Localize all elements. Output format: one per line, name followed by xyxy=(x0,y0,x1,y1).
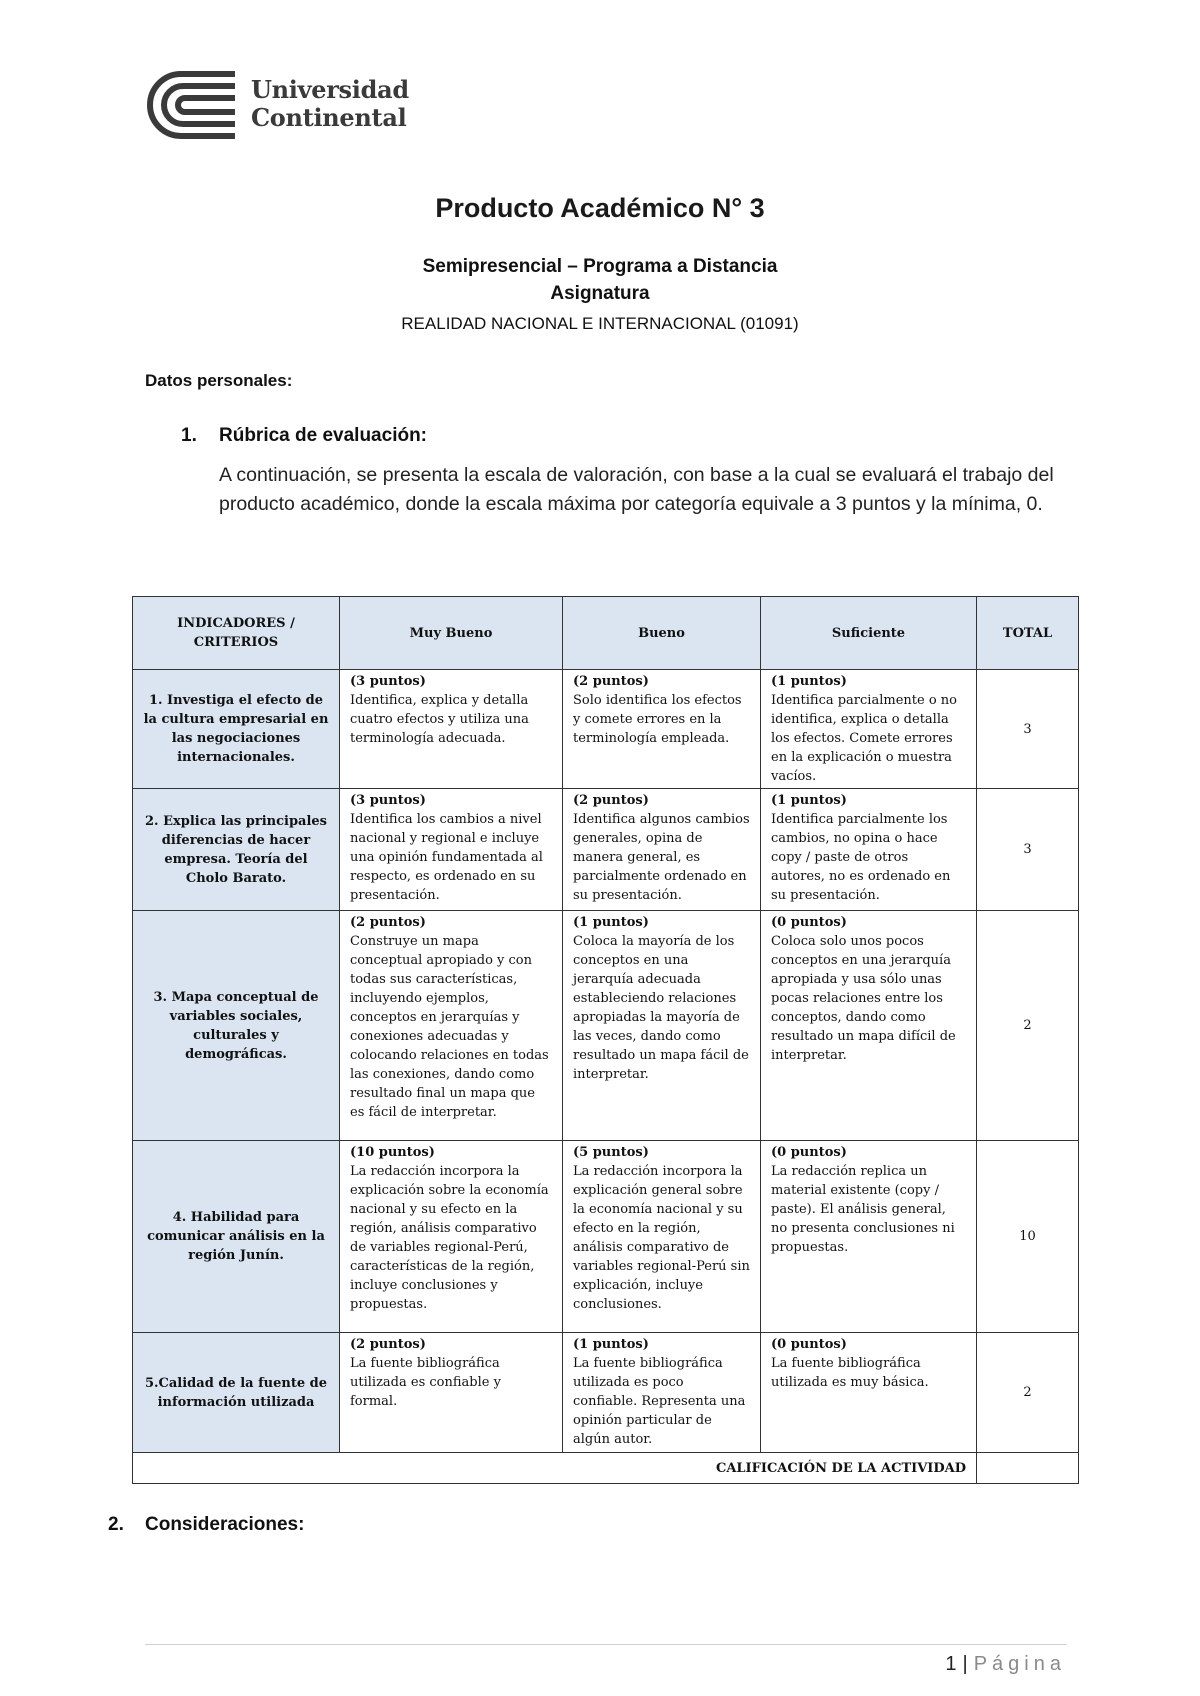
table-row xyxy=(133,911,1079,1141)
sufficient-cell xyxy=(761,789,977,911)
good-cell xyxy=(563,670,761,789)
points-label: (2 puntos) xyxy=(573,793,649,808)
very-good-cell xyxy=(340,789,563,911)
criterion-cell: 3. Mapa conceptual de variables sociales, culturales y demográficas. xyxy=(133,911,340,1141)
descriptor-text: Identifica los cambios a nivel nacional y regional e incluye una opinión fundamentada al respecto, es ordenado en su presentación. xyxy=(350,812,543,903)
table-row xyxy=(133,1141,1079,1333)
university-logo xyxy=(143,70,409,140)
section-1-heading xyxy=(181,425,427,447)
subject-label: Asignatura xyxy=(550,283,650,304)
sufficient-cell xyxy=(761,1141,977,1333)
very-good-cell xyxy=(340,670,563,789)
rubric-header-row xyxy=(133,597,1079,670)
page-subtitle: Semipresencial – Programa a Distancia xyxy=(422,256,778,277)
header-very-good: Muy Bueno xyxy=(340,597,563,670)
footer-divider xyxy=(145,1644,1067,1645)
descriptor-text: Identifica parcialmente o no identifica, explica o detalla los efectos. Comete errores en la explicación o muestra vacíos. xyxy=(771,693,957,784)
total-cell: 3 xyxy=(977,789,1079,911)
very-good-cell xyxy=(340,911,563,1141)
points-label: (2 puntos) xyxy=(350,1337,426,1352)
descriptor-text: Construye un mapa conceptual apropiado y con todas sus características, incluyendo ejemplos, conceptos en jerarquías y conexiones adecuadas y colocando relaciones en todas las conexiones, dando como resultado final un mapa que es fácil de interpretar. xyxy=(350,934,549,1120)
criterion-cell: 1. Investiga el efecto de la cultura empresarial en las negociaciones internacionales. xyxy=(133,670,340,789)
header-criteria: INDICADORES / CRITERIOS xyxy=(133,597,340,670)
table-row xyxy=(133,670,1079,789)
descriptor-text: La redacción incorpora la explicación sobre la economía nacional y su efecto en la región, análisis comparativo de variables regional-Perú, características de la región, incluye conclusiones y propuestas. xyxy=(350,1164,549,1312)
logo-line-1: Universidad xyxy=(251,75,409,104)
points-label: (2 puntos) xyxy=(573,674,649,689)
descriptor-text: Coloca la mayoría de los conceptos en una jerarquía adecuada estableciendo relaciones apropiadas la mayoría de las veces, dando como resultado un mapa fácil de interpretar. xyxy=(573,934,749,1082)
university-logo-icon xyxy=(143,70,239,140)
section-2-title: Consideraciones: xyxy=(145,1514,305,1535)
points-label: (0 puntos) xyxy=(771,1145,847,1160)
rubric-table xyxy=(132,596,1079,1484)
sufficient-cell xyxy=(761,911,977,1141)
descriptor-text: Identifica parcialmente los cambios, no opina o hace copy / paste de otros autores, no es ordenado en su presentación. xyxy=(771,812,951,903)
page-footer xyxy=(945,1653,1066,1676)
logo-line-2: Continental xyxy=(251,103,407,132)
total-cell: 10 xyxy=(977,1141,1079,1333)
final-grade-row xyxy=(133,1453,1079,1484)
page-title: Producto Académico N° 3 xyxy=(435,193,765,223)
good-cell xyxy=(563,789,761,911)
very-good-cell xyxy=(340,1333,563,1453)
university-logo-text xyxy=(251,76,409,132)
sufficient-cell xyxy=(761,1333,977,1453)
sufficient-cell xyxy=(761,670,977,789)
points-label: (1 puntos) xyxy=(771,674,847,689)
criterion-cell: 2. Explica las principales diferencias de hacer empresa. Teoría del Cholo Barato. xyxy=(133,789,340,911)
total-cell: 2 xyxy=(977,1333,1079,1453)
page-number: 1 xyxy=(945,1653,957,1675)
header-sufficient: Suficiente xyxy=(761,597,977,670)
descriptor-text: Identifica, explica y detalla cuatro efectos y utiliza una terminología adecuada. xyxy=(350,693,529,746)
descriptor-text: Identifica algunos cambios generales, opina de manera general, es parcialmente ordenado en su presentación. xyxy=(573,812,750,903)
criterion-cell: 5.Calidad de la fuente de información utilizada xyxy=(133,1333,340,1453)
section-1-title: Rúbrica de evaluación: xyxy=(219,425,428,446)
descriptor-text: La fuente bibliográfica utilizada es confiable y formal. xyxy=(350,1356,501,1409)
section-2-heading xyxy=(108,1514,304,1536)
page-word: Página xyxy=(973,1653,1066,1675)
points-label: (1 puntos) xyxy=(573,915,649,930)
header-total: TOTAL xyxy=(977,597,1079,670)
table-row xyxy=(133,1333,1079,1453)
total-cell: 3 xyxy=(977,670,1079,789)
good-cell xyxy=(563,1333,761,1453)
table-row xyxy=(133,789,1079,911)
points-label: (0 puntos) xyxy=(771,915,847,930)
header-good: Bueno xyxy=(563,597,761,670)
descriptor-text: La redacción replica un material existente (copy / paste). El análisis general, no presenta conclusiones ni propuestas. xyxy=(771,1164,955,1255)
final-grade-value xyxy=(977,1453,1079,1484)
descriptor-text: La fuente bibliográfica utilizada es muy básica. xyxy=(771,1356,929,1390)
points-label: (5 puntos) xyxy=(573,1145,649,1160)
points-label: (2 puntos) xyxy=(350,915,426,930)
descriptor-text: La redacción incorpora la explicación general sobre la economía nacional y su efecto en la región, análisis comparativo de variables regional-Perú sin explicación, incluye conclusiones. xyxy=(573,1164,750,1312)
good-cell xyxy=(563,911,761,1141)
footer-separator: | xyxy=(962,1653,968,1675)
total-cell: 2 xyxy=(977,911,1079,1141)
section-2-number: 2. xyxy=(108,1514,124,1535)
descriptor-text: Solo identifica los efectos y comete errores en la terminología empleada. xyxy=(573,693,742,746)
section-1-intro: A continuación, se presenta la escala de valoración, con base a la cual se evaluará el trabajo del producto académico, donde la escala máxima por categoría equivale a 3 puntos y la mínima, 0. xyxy=(219,464,1054,515)
points-label: (1 puntos) xyxy=(573,1337,649,1352)
points-label: (3 puntos) xyxy=(350,674,426,689)
criterion-cell: 4. Habilidad para comunicar análisis en la región Junín. xyxy=(133,1141,340,1333)
descriptor-text: La fuente bibliográfica utilizada es poco confiable. Representa una opinión particular de algún autor. xyxy=(573,1356,746,1447)
good-cell xyxy=(563,1141,761,1333)
very-good-cell xyxy=(340,1141,563,1333)
subject-name: REALIDAD NACIONAL E INTERNACIONAL (01091) xyxy=(401,314,799,333)
section-1-number: 1. xyxy=(181,425,197,446)
final-grade-label: CALIFICACIÓN DE LA ACTIVIDAD xyxy=(133,1453,977,1484)
personal-data-label: Datos personales: xyxy=(145,371,293,390)
points-label: (3 puntos) xyxy=(350,793,426,808)
points-label: (0 puntos) xyxy=(771,1337,847,1352)
points-label: (10 puntos) xyxy=(350,1145,435,1160)
descriptor-text: Coloca solo unos pocos conceptos en una jerarquía apropiada y usa sólo unas pocas relaciones entre los conceptos, dando como resultado un mapa difícil de interpretar. xyxy=(771,934,956,1063)
points-label: (1 puntos) xyxy=(771,793,847,808)
